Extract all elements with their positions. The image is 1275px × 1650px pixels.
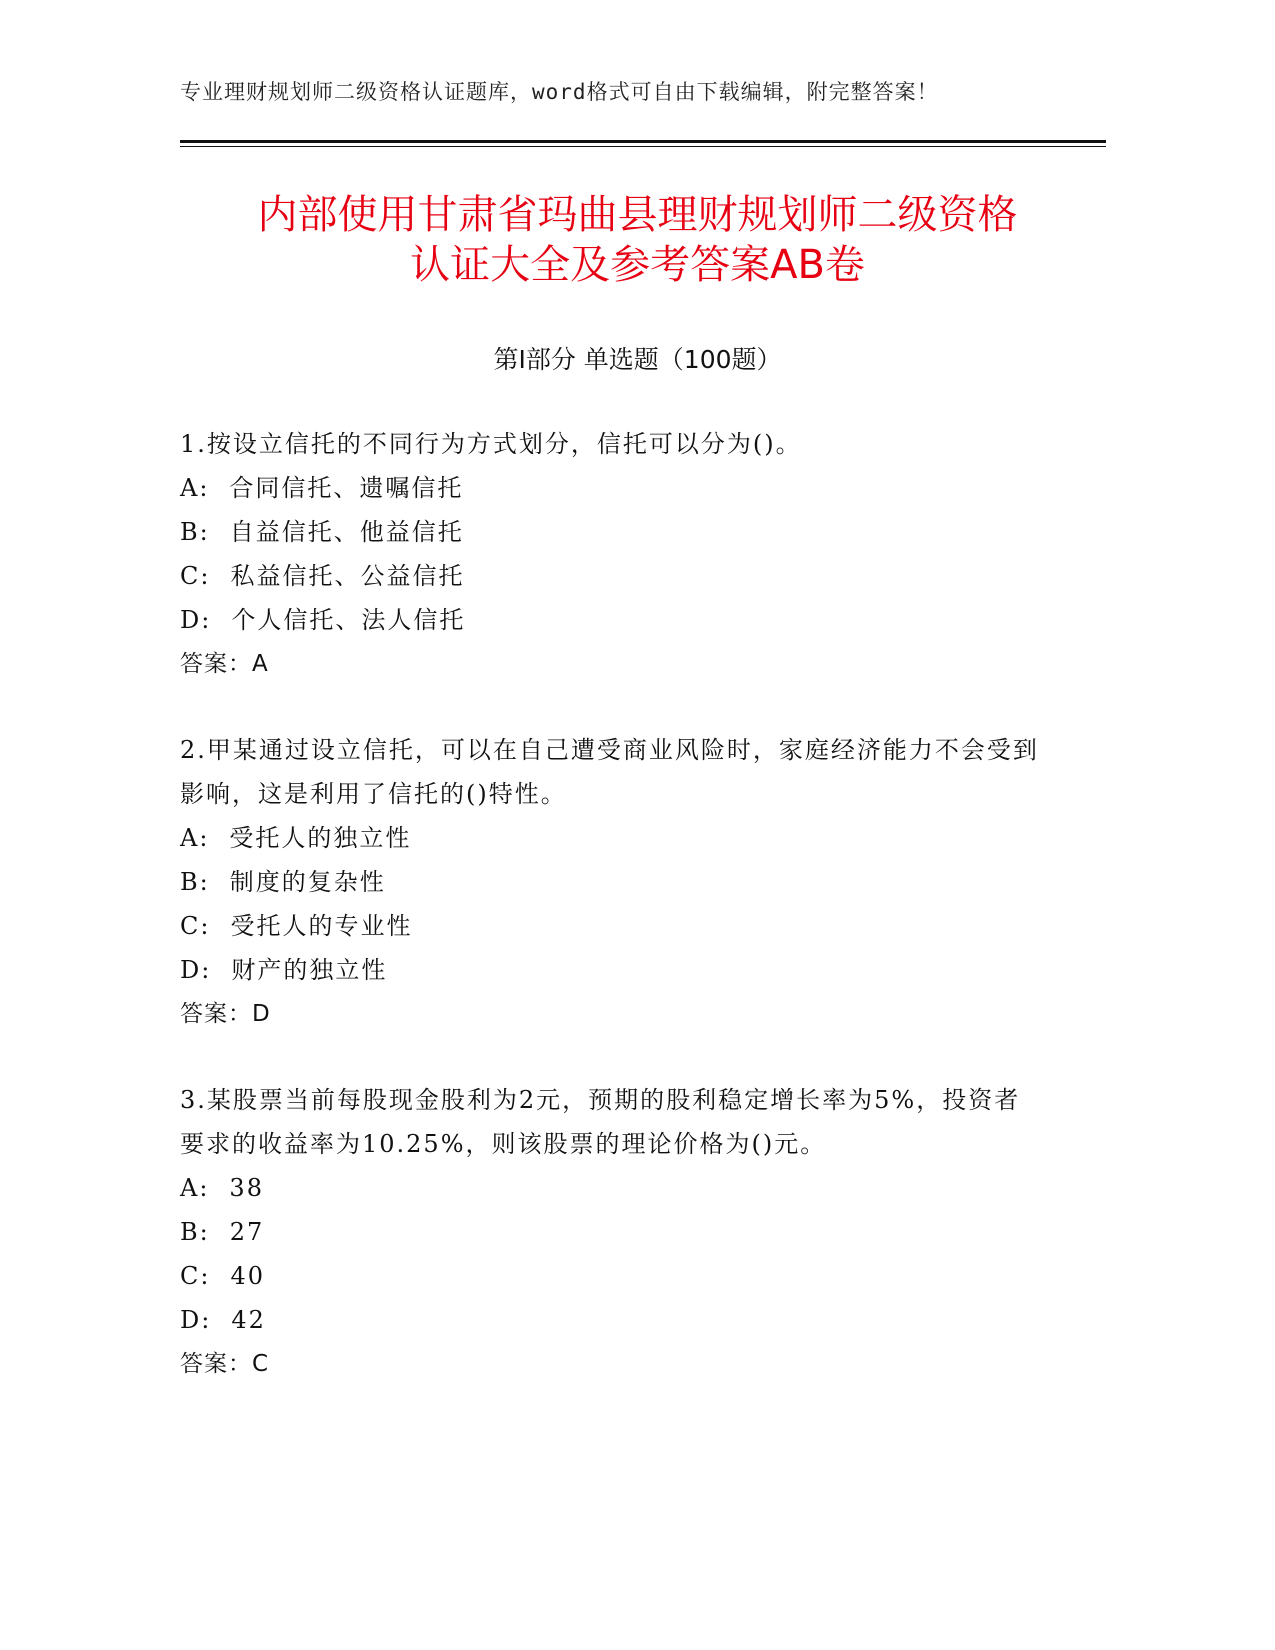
- option-a: [180, 816, 1040, 860]
- option-label: D:: [180, 1306, 212, 1334]
- question-stem: 1.按设立信托的不同行为方式划分，信托可以分为()。: [180, 430, 802, 458]
- header-note: 专业理财规划师二级资格认证题库，word格式可自由下载编辑，附完整答案！: [180, 80, 939, 104]
- document-title-line-1: 内部使用甘肃省玛曲县理财规划师二级资格: [257, 192, 1018, 238]
- option-label: C:: [180, 912, 211, 940]
- option-d: [180, 598, 1040, 642]
- option-text: 制度的复杂性: [229, 868, 386, 896]
- option-c: [180, 904, 1040, 948]
- option-label: C:: [180, 562, 211, 590]
- option-text: 27: [229, 1218, 265, 1246]
- option-label: A:: [180, 1174, 210, 1202]
- option-label: C:: [180, 1262, 211, 1290]
- option-text: 自益信托、他益信托: [229, 518, 464, 546]
- option-text: 财产的独立性: [231, 956, 388, 984]
- option-label: B:: [180, 518, 210, 546]
- option-c: [180, 554, 1040, 598]
- option-label: B:: [180, 1218, 210, 1246]
- document-title: [150, 190, 1125, 290]
- section-title: 第Ⅰ部分 单选题（100题）: [493, 345, 782, 374]
- answer: 答案：A: [180, 651, 269, 677]
- option-a: [180, 466, 1040, 510]
- question-list: [180, 422, 1040, 1428]
- header-rule-thin: [180, 146, 1106, 147]
- option-text: 40: [230, 1262, 265, 1290]
- option-d: [180, 948, 1040, 992]
- option-text: 受托人的独立性: [229, 824, 412, 852]
- question-2: [180, 728, 1040, 1036]
- header-rule-thick: [180, 140, 1106, 143]
- option-b: [180, 510, 1040, 554]
- question-3: [180, 1078, 1040, 1386]
- option-text: 私益信托、公益信托: [230, 562, 465, 590]
- option-text: 个人信托、法人信托: [231, 606, 466, 634]
- option-text: 38: [229, 1174, 264, 1202]
- question-stem: 2.甲某通过设立信托，可以在自己遭受商业风险时，家庭经济能力不会受到影响，这是利用了信托的()特性。: [180, 736, 1039, 808]
- option-label: D:: [180, 956, 212, 984]
- option-c: [180, 1254, 1040, 1298]
- answer: 答案：D: [180, 1001, 271, 1027]
- option-a: [180, 1166, 1040, 1210]
- option-label: A:: [180, 824, 210, 852]
- option-label: B:: [180, 868, 210, 896]
- answer: 答案：C: [180, 1351, 270, 1377]
- option-label: A:: [180, 474, 210, 502]
- option-d: [180, 1298, 1040, 1342]
- option-text: 42: [231, 1306, 266, 1334]
- option-b: [180, 1210, 1040, 1254]
- question-stem: 3.某股票当前每股现金股利为2元，预期的股利稳定增长率为5%，投资者要求的收益率为10.25%，则该股票的理论价格为()元。: [180, 1086, 1021, 1158]
- option-b: [180, 860, 1040, 904]
- document-title-line-2: 认证大全及参考答案AB卷: [410, 242, 865, 288]
- option-label: D:: [180, 606, 212, 634]
- option-text: 合同信托、遗嘱信托: [229, 474, 464, 502]
- option-text: 受托人的专业性: [230, 912, 413, 940]
- question-1: [180, 422, 1040, 686]
